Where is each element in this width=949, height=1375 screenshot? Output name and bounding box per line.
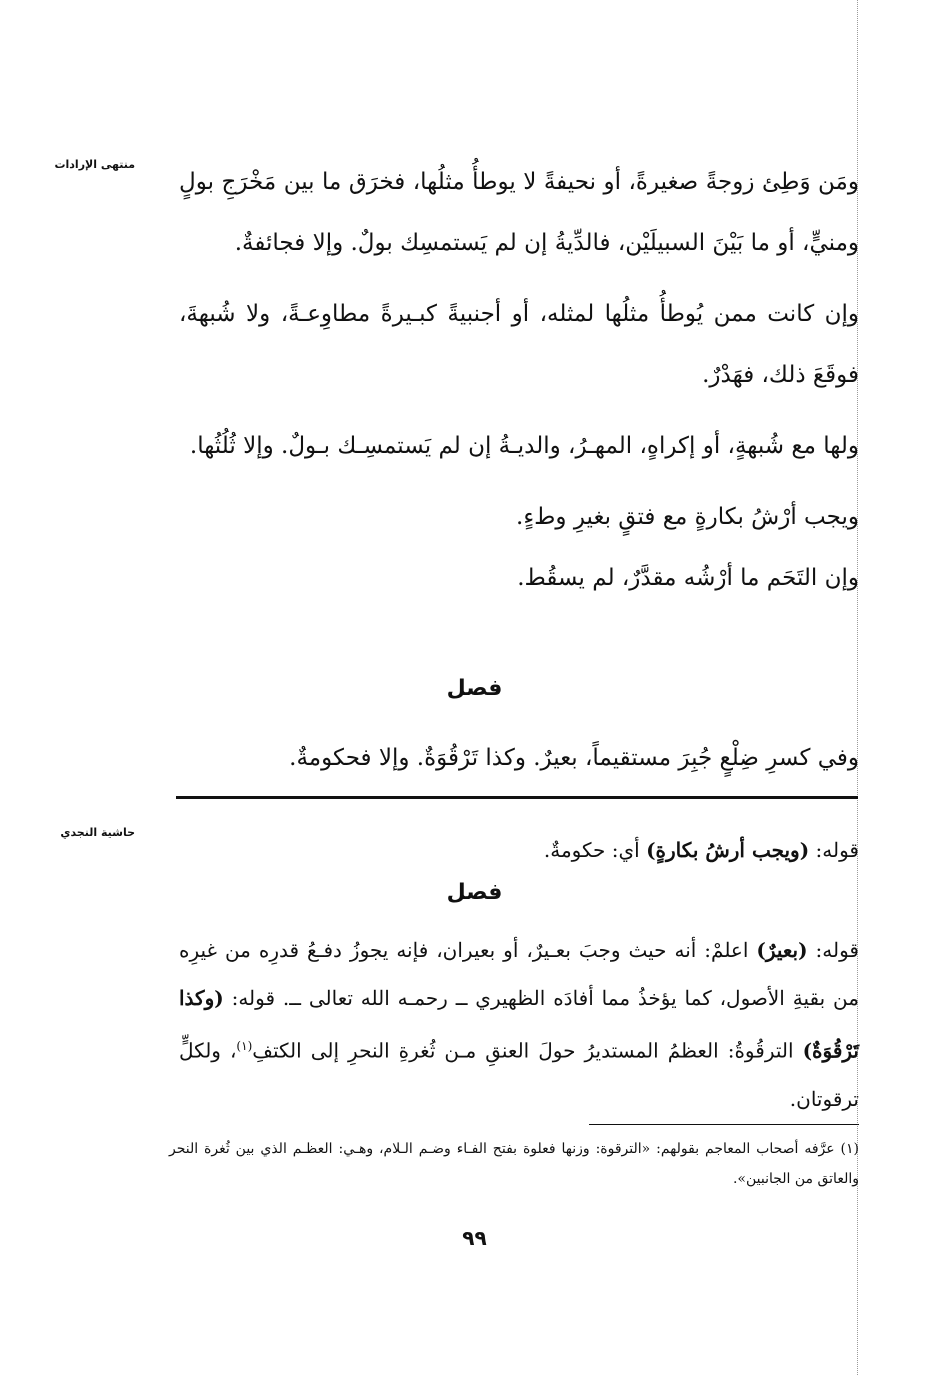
side-label-muntaha: منتهى الإرادات: [54, 158, 135, 171]
sharh-comment: ، ولكلٍّ ترقوتان.: [179, 1038, 859, 1111]
footnote: (١) عرَّفه أصحاب المعاجم بقولهم: «الترقوة: وزنها فعلوة بفتح الفـاء وضـم الـلام، وهـي: العظـم الذي بين ثُغرة النحر والعاتق من الجانبين».: [169, 1141, 859, 1187]
footnote-marker: (١): [236, 1039, 253, 1053]
sharh-quoted-phrase: (ويجب أرشُ بكارةٍ): [646, 838, 810, 862]
matn-text-fasl: [179, 728, 859, 789]
sharh-quoted-phrase: (وكذا تَرْقُوَةٌ): [179, 986, 859, 1063]
matn-paragraph: ومَن وَطِئ زوجةً صغيرةً، أو نحيفةً لا يوطأُ مثلُها، فخرَق ما بين مَخْرَجِ بولٍ ومنيٍّ، أو ما بَيْنَ السبيلَيْن، فالدِّيةُ إن لم يَستمسِك بولٌ. وإلا فجائفةٌ.: [179, 169, 859, 256]
footnote-separator-rule: [589, 1124, 859, 1125]
sharh-text: [179, 826, 859, 874]
matn-separator-rule: [176, 796, 858, 799]
sharh-paragraph: [179, 826, 859, 874]
sharh-heading-fasl: فصل: [446, 880, 503, 905]
matn-paragraph: وإن كانت ممن يُوطأُ مثلُها لمثله، أو أجنبيةً كبـيرةً مطاوِعـةً، ولا شُبهةَ، فوقَعَ ذلك، فهَدْرٌ.: [179, 301, 859, 388]
sharh-comment: الترقُوةُ: العظمُ المستديرُ حولَ العنقِ مـن ثُغرةِ النحرِ إلى الكتفِ: [252, 1038, 803, 1063]
sharh-prefix: قوله:: [807, 938, 859, 962]
matn-paragraph: ويجب أرْشُ بكارةٍ مع فتقٍ بغيرِ وطءٍ.: [516, 504, 859, 530]
section-heading-fasl: فصل: [446, 676, 503, 701]
sharh-quoted-phrase: (بعيرٌ): [756, 938, 808, 962]
matn-text: [179, 152, 859, 609]
sharh-comment: اعلمْ: أنه حيث وجبَ بعـيرٌ، أو بعيران، فإنه يجوزُ دفـعُ قدرِه من غيرِه من بقيةِ الأصول، كما يؤخذُ مما أفادَه الظهيري ــ رحمـه الله تعالى ــ. قوله:: [179, 938, 859, 1010]
sharh-comment: أي: حكومةٌ.: [543, 838, 647, 862]
page-number: ٩٩: [462, 1226, 487, 1250]
matn-paragraph: وإن التَحَم ما أرْشُه مقدَّرٌ، لم يسقُط.: [517, 565, 859, 591]
sharh-paragraph: [179, 926, 859, 1123]
sharh-prefix: قوله:: [809, 838, 859, 862]
matn-paragraph: وفي كسرِ ضِلْعٍ جُبِرَ مستقيماً، بعيرٌ. وكذا تَرْقُوَةٌ. وإلا فحكومةٌ.: [289, 745, 859, 771]
side-label-hashiya: حاشية النجدي: [60, 826, 135, 839]
matn-paragraph: ولها مع شُبهةٍ، أو إكراهٍ، المهـرُ، والديـةُ إن لم يَستمسِـك بـولٌ. وإلا ثُلُثُها.: [189, 433, 859, 459]
sharh-text-fasl: [179, 926, 859, 1123]
